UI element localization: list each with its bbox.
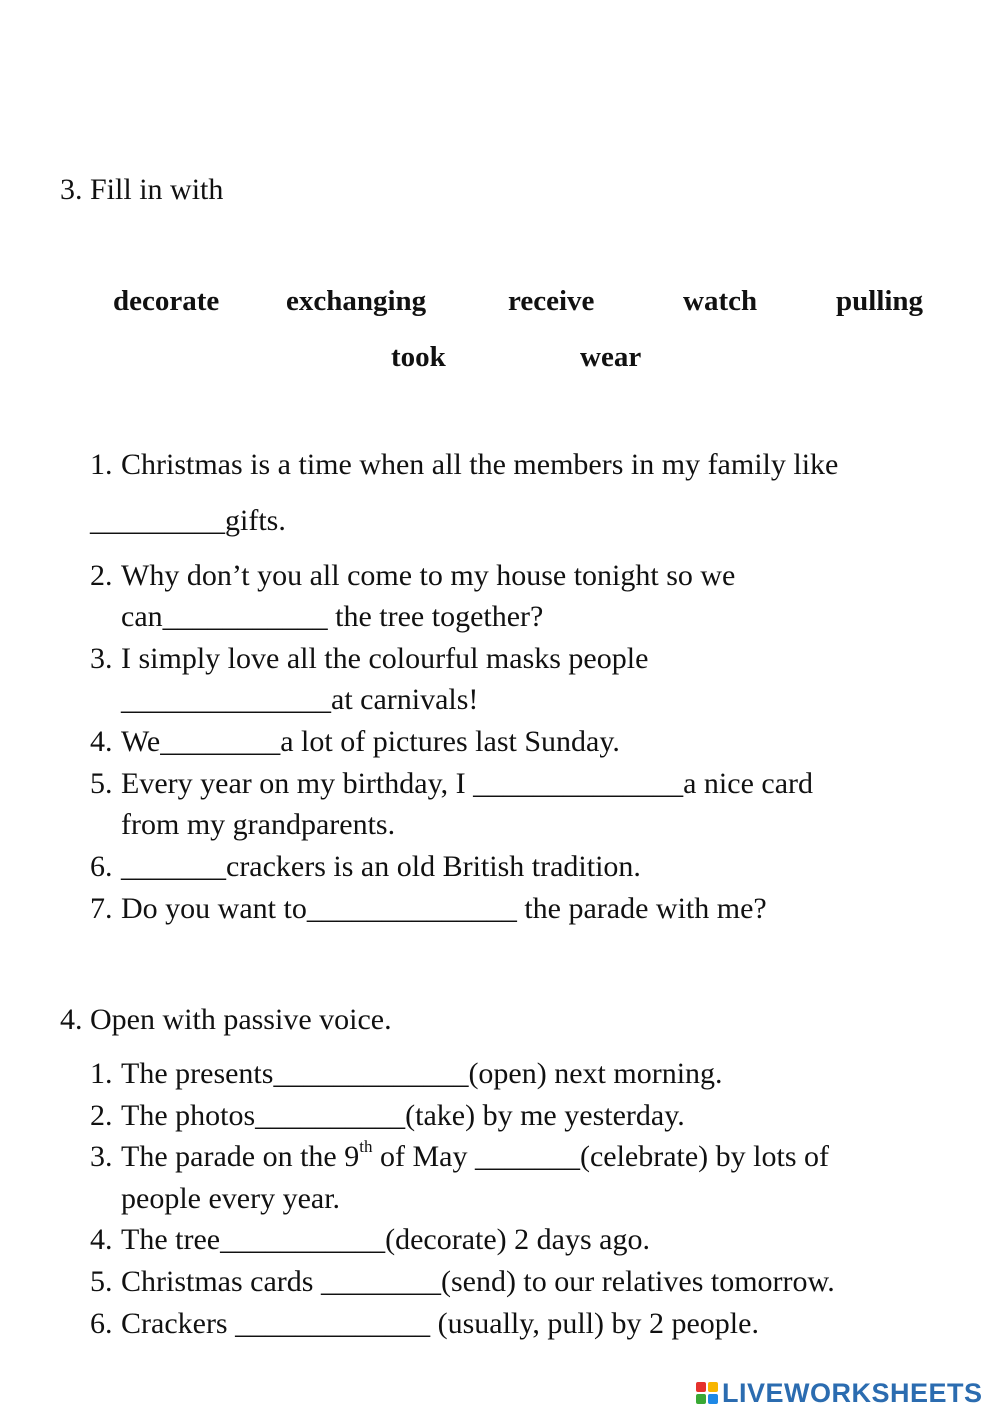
item-text: Why don’t you all come to my house tonight so we (121, 559, 736, 592)
word-bank-item: took (391, 341, 446, 373)
item-number: 6. (90, 850, 113, 883)
logo-square (696, 1382, 706, 1392)
word-bank-item: exchanging (286, 285, 427, 317)
item-text: Christmas is a time when all the members in my family like (121, 448, 839, 481)
word-bank-item: pulling (836, 285, 924, 317)
section-3-heading: 3. Fill in with (60, 173, 224, 206)
word-bank-item: receive (508, 285, 595, 317)
item-number: 6. (90, 1307, 113, 1340)
item-number: 4. (90, 725, 113, 758)
item-text-part: The parade on the 9 (121, 1140, 360, 1173)
item-number: 2. (90, 559, 113, 592)
word-bank-item: decorate (113, 285, 220, 317)
item-text: We________a lot of pictures last Sunday. (121, 725, 620, 758)
logo-square (696, 1394, 706, 1404)
item-text-continuation: people every year. (121, 1182, 341, 1215)
item-text: The tree___________(decorate) 2 days ago. (121, 1223, 650, 1256)
item-number: 4. (90, 1223, 113, 1256)
item-number: 5. (90, 767, 113, 800)
item-number: 2. (90, 1099, 113, 1132)
liveworksheets-logo-icon (696, 1382, 718, 1404)
item-text-part: of May _______(celebrate) by lots of (372, 1140, 830, 1173)
word-bank-item: wear (580, 341, 642, 373)
item-text-continuation: from my grandparents. (121, 808, 396, 841)
item-text-continuation: can___________ the tree together? (121, 600, 544, 633)
item-text: _______crackers is an old British tradition. (121, 850, 641, 883)
item-number: 1. (90, 1057, 113, 1090)
item-number: 7. (90, 892, 113, 925)
logo-square (708, 1382, 718, 1392)
item-text (121, 1137, 830, 1174)
logo-square (708, 1394, 718, 1404)
item-number: 3. (90, 642, 113, 675)
item-number: 5. (90, 1265, 113, 1298)
word-bank-item: watch (683, 285, 758, 317)
brand-name: LIVEWORKSHEETS (722, 1377, 983, 1408)
item-text: The presents_____________(open) next morning. (121, 1057, 723, 1090)
item-text-continuation: ______________at carnivals! (121, 683, 479, 716)
item-number: 1. (90, 448, 113, 481)
section-4-heading: 4. Open with passive voice. (60, 1003, 392, 1036)
item-text: Crackers _____________ (usually, pull) by 2 people. (121, 1307, 759, 1340)
item-text: Every year on my birthday, I ______________a nice card (121, 767, 814, 800)
item-text: The photos__________(take) by me yesterday. (121, 1099, 685, 1132)
liveworksheets-logo (696, 1378, 983, 1408)
item-number: 3. (90, 1140, 113, 1173)
item-text-continuation: _________gifts. (90, 504, 286, 537)
ordinal-suffix: th (359, 1137, 373, 1156)
item-text: Christmas cards ________(send) to our relatives tomorrow. (121, 1265, 835, 1298)
item-text: Do you want to______________ the parade with me? (121, 892, 767, 925)
item-text: I simply love all the colourful masks people (121, 642, 649, 675)
